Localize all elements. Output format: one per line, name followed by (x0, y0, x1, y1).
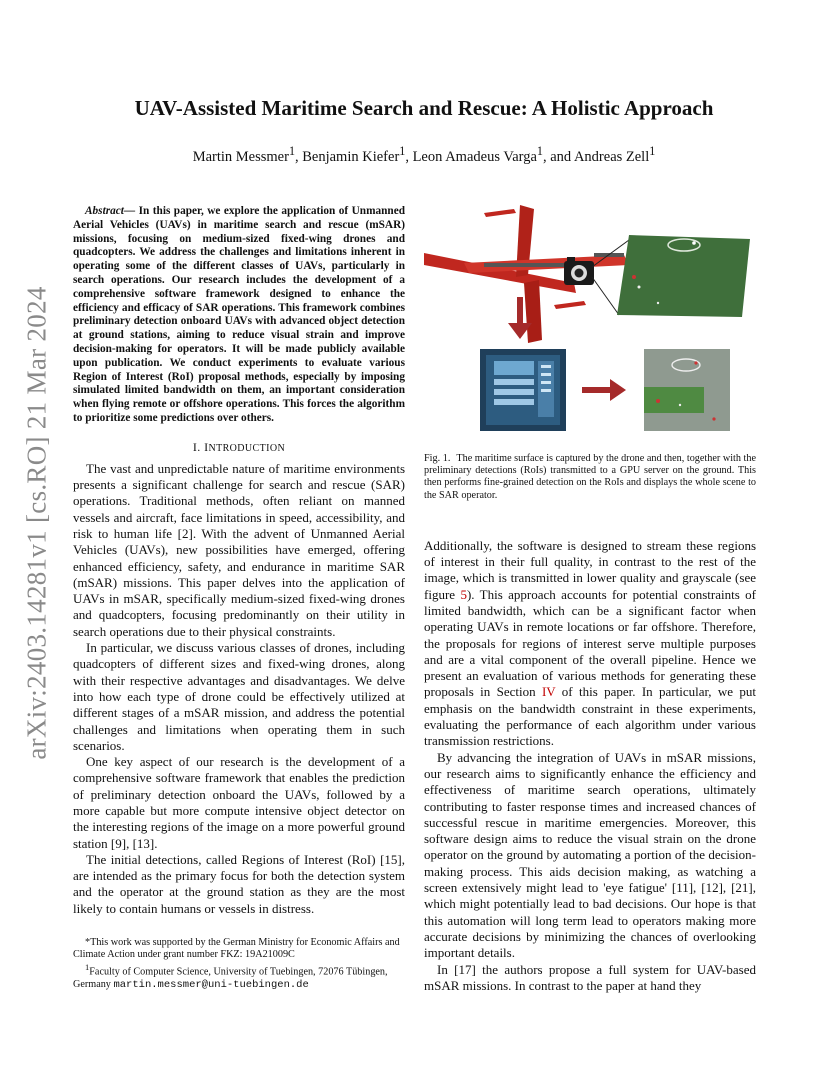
figure-1-caption (424, 453, 756, 502)
footnote-affiliation (73, 961, 405, 991)
section-number: I. I (192, 439, 209, 454)
paragraph (424, 538, 756, 750)
paragraph: In particular, we discuss various classes of drones, including quadcopters of different sizes and fixed-wing drones, along with their respective advantages and disadvantages. We delve into how each type of drone could be effectively utilized at different stages of a mSAR mission, and address the potential challenges and limitations when operating them in such scenarios. (73, 640, 405, 753)
paragraph: One key aspect of our research is the development of a comprehensive software framework that enables the prediction of preliminary detection onboard the UAVs, followed by a more capable but more compute intensive object detector on the interesting regions of the image on a more powerful ground station [9], [13]. (73, 754, 405, 851)
right-column (424, 205, 756, 994)
author-name: Benjamin Kiefer (302, 148, 400, 165)
author-affiliation-mark: 1 (649, 144, 656, 158)
author-separator: , and (542, 148, 574, 165)
figure-reference-link[interactable]: 5 (460, 586, 467, 602)
pipeline-diagram (424, 205, 756, 445)
section-heading-introduction (73, 440, 405, 455)
paragraph: The initial detections, called Regions of Interest (RoI) [15], are intended as the primary focus for both the detection system and the operator at the ground station as they are the most likely to contain humans or vessels in distress. (73, 851, 405, 916)
author-list (70, 144, 778, 166)
figure-caption-text: The maritime surface is captured by the drone and then, together with the preliminary detections (RoIs) transmitted to a GPU server on the ground. This then performs fine-grained detection on the RoIs and displays the whole scene to the SAR operator. (424, 453, 756, 501)
abstract-text: In this paper, we explore the application of Unmanned Aerial Vehicles (UAVs) in maritime search and rescue (mSAR) missions, focusing on medium-sized fixed-wing drones and quadcopters. We address the challenges and limitations inherent in operating some of the different classes of UAVs, particularly in search operations. Our research includes the development of a comprehensive software framework designed to enhance the efficiency and efficacy of SAR operations. This framework combines preliminary detection onboard UAVs with advanced object detection at ground stations, aiming to reduce visual strain and improve decision-making for operators. It will be made publicly available upon publication. We conduct experiments to evaluate various Region of Interest (RoI) proposal methods, especially by imposing simulated limited bandwidth on them, an important consideration when flying remote or offshore operations. This forces the algorithm to prioritize some predictions over others. (73, 205, 405, 424)
footnote-funding: *This work was supported by the German Ministry for Economic Affairs and Climate Action under grant number FKZ: 19A21009C (73, 937, 400, 961)
paragraph: The vast and unpredictable nature of maritime environments presents a significant challenge for search and rescue (SAR) operations. Traditional methods, often reliant on manned vessels and aircraft, face limitations in speed, accessibility, and risk to human life [2]. With the advent of Unmanned Aerial Vehicles (UAVs), new possibilities have emerged, offering enhanced efficiency, safety, and endurance in maritime SAR (mSAR) missions. This paper delves into the application of UAVs in mSAR, specifically medium-sized fixed-wing drones and quadcopters, focusing predominantly on their utility in search operations due to their physical constraints. (73, 460, 405, 639)
paragraph-text: of this paper. In particular, we put emphasis on the bandwidth constraint in these experiments, evaluating the performance of each algorithm under various transmission restrictions. (424, 684, 756, 749)
author-affiliation-mark: 1 (288, 144, 295, 158)
paragraph-text: Additionally, the software is designed to stream these regions of interest in their full quality, in contrast to the rest of the image, which is transmitted in lower quality and grayscale (see figure (424, 537, 756, 602)
author-name: Martin Messmer (192, 148, 289, 165)
paragraph: In [17] the authors propose a full system for UAV-based mSAR missions. In contrast to the paper at hand they (424, 961, 756, 993)
figure-label: Fig. 1. (424, 453, 451, 464)
figure-1-illustration (424, 205, 756, 445)
fixed-wing-drone-image (424, 205, 629, 343)
paragraph-text: ). This approach accounts for potential constraints of limited bandwidth, which can be a significant factor when operating UAVs in remote locations or far offshore. Therefore, the proposals for regions of interest serve multiple purposes and are a vital component of the overall pipeline. Hence we present an evaluation of various methods for generating these proposals in Section (424, 586, 757, 700)
footnote-mark: 1 (85, 962, 90, 973)
detection-output-image (644, 349, 730, 431)
author-affiliation-mark: 1 (536, 144, 543, 158)
author-affiliation-mark: 1 (399, 144, 406, 158)
left-column (73, 205, 405, 917)
gpu-server-image (480, 349, 566, 431)
footnotes (73, 937, 405, 991)
paragraph: By advancing the integration of UAVs in mSAR missions, our research aims to significantly enhance the efficiency and effectiveness of maritime search operations, ultimately contributing to faster response times and increased chances of successful rescue in maritime emergencies. Moreover, this software design aims to reduce the visual strain on the drone operator on the ground by automating a portion of the decision-making process. This aids decision making, as watching a screen extensively might lead to 'eye fatigue' [11], [12], [21], which might potentially lead to bad decisions. Our hope is that this automation will long term lead to operators making more accurate decisions by minimizing the chances of overlooking important details. (424, 749, 756, 961)
sea-surface-image (617, 235, 750, 317)
footnote-affiliation-text: Faculty of Computer Science, University of Tuebingen, 72076 Tübingen, Germany (73, 966, 388, 990)
paper-title: UAV-Assisted Maritime Search and Rescue: A Holistic Approach (134, 96, 714, 120)
author-name: Andreas Zell (573, 148, 650, 165)
section-reference-link[interactable]: IV (541, 684, 556, 700)
abstract (73, 205, 405, 426)
abstract-label: Abstract (85, 205, 124, 217)
author-name: Leon Amadeus Varga (412, 148, 537, 165)
author-separator: , (405, 148, 413, 165)
arxiv-stamp: arXiv:2403.14281v1 [cs.RO] 21 Mar 2024 (21, 285, 52, 760)
camera-icon (564, 257, 594, 285)
section-title: NTRODUCTION (208, 442, 286, 454)
abstract-dash: — (123, 205, 136, 217)
author-separator: , (294, 148, 303, 165)
right-arrow-icon (582, 379, 626, 401)
author-email: martin.messmer@uni-tuebingen.de (113, 979, 309, 991)
